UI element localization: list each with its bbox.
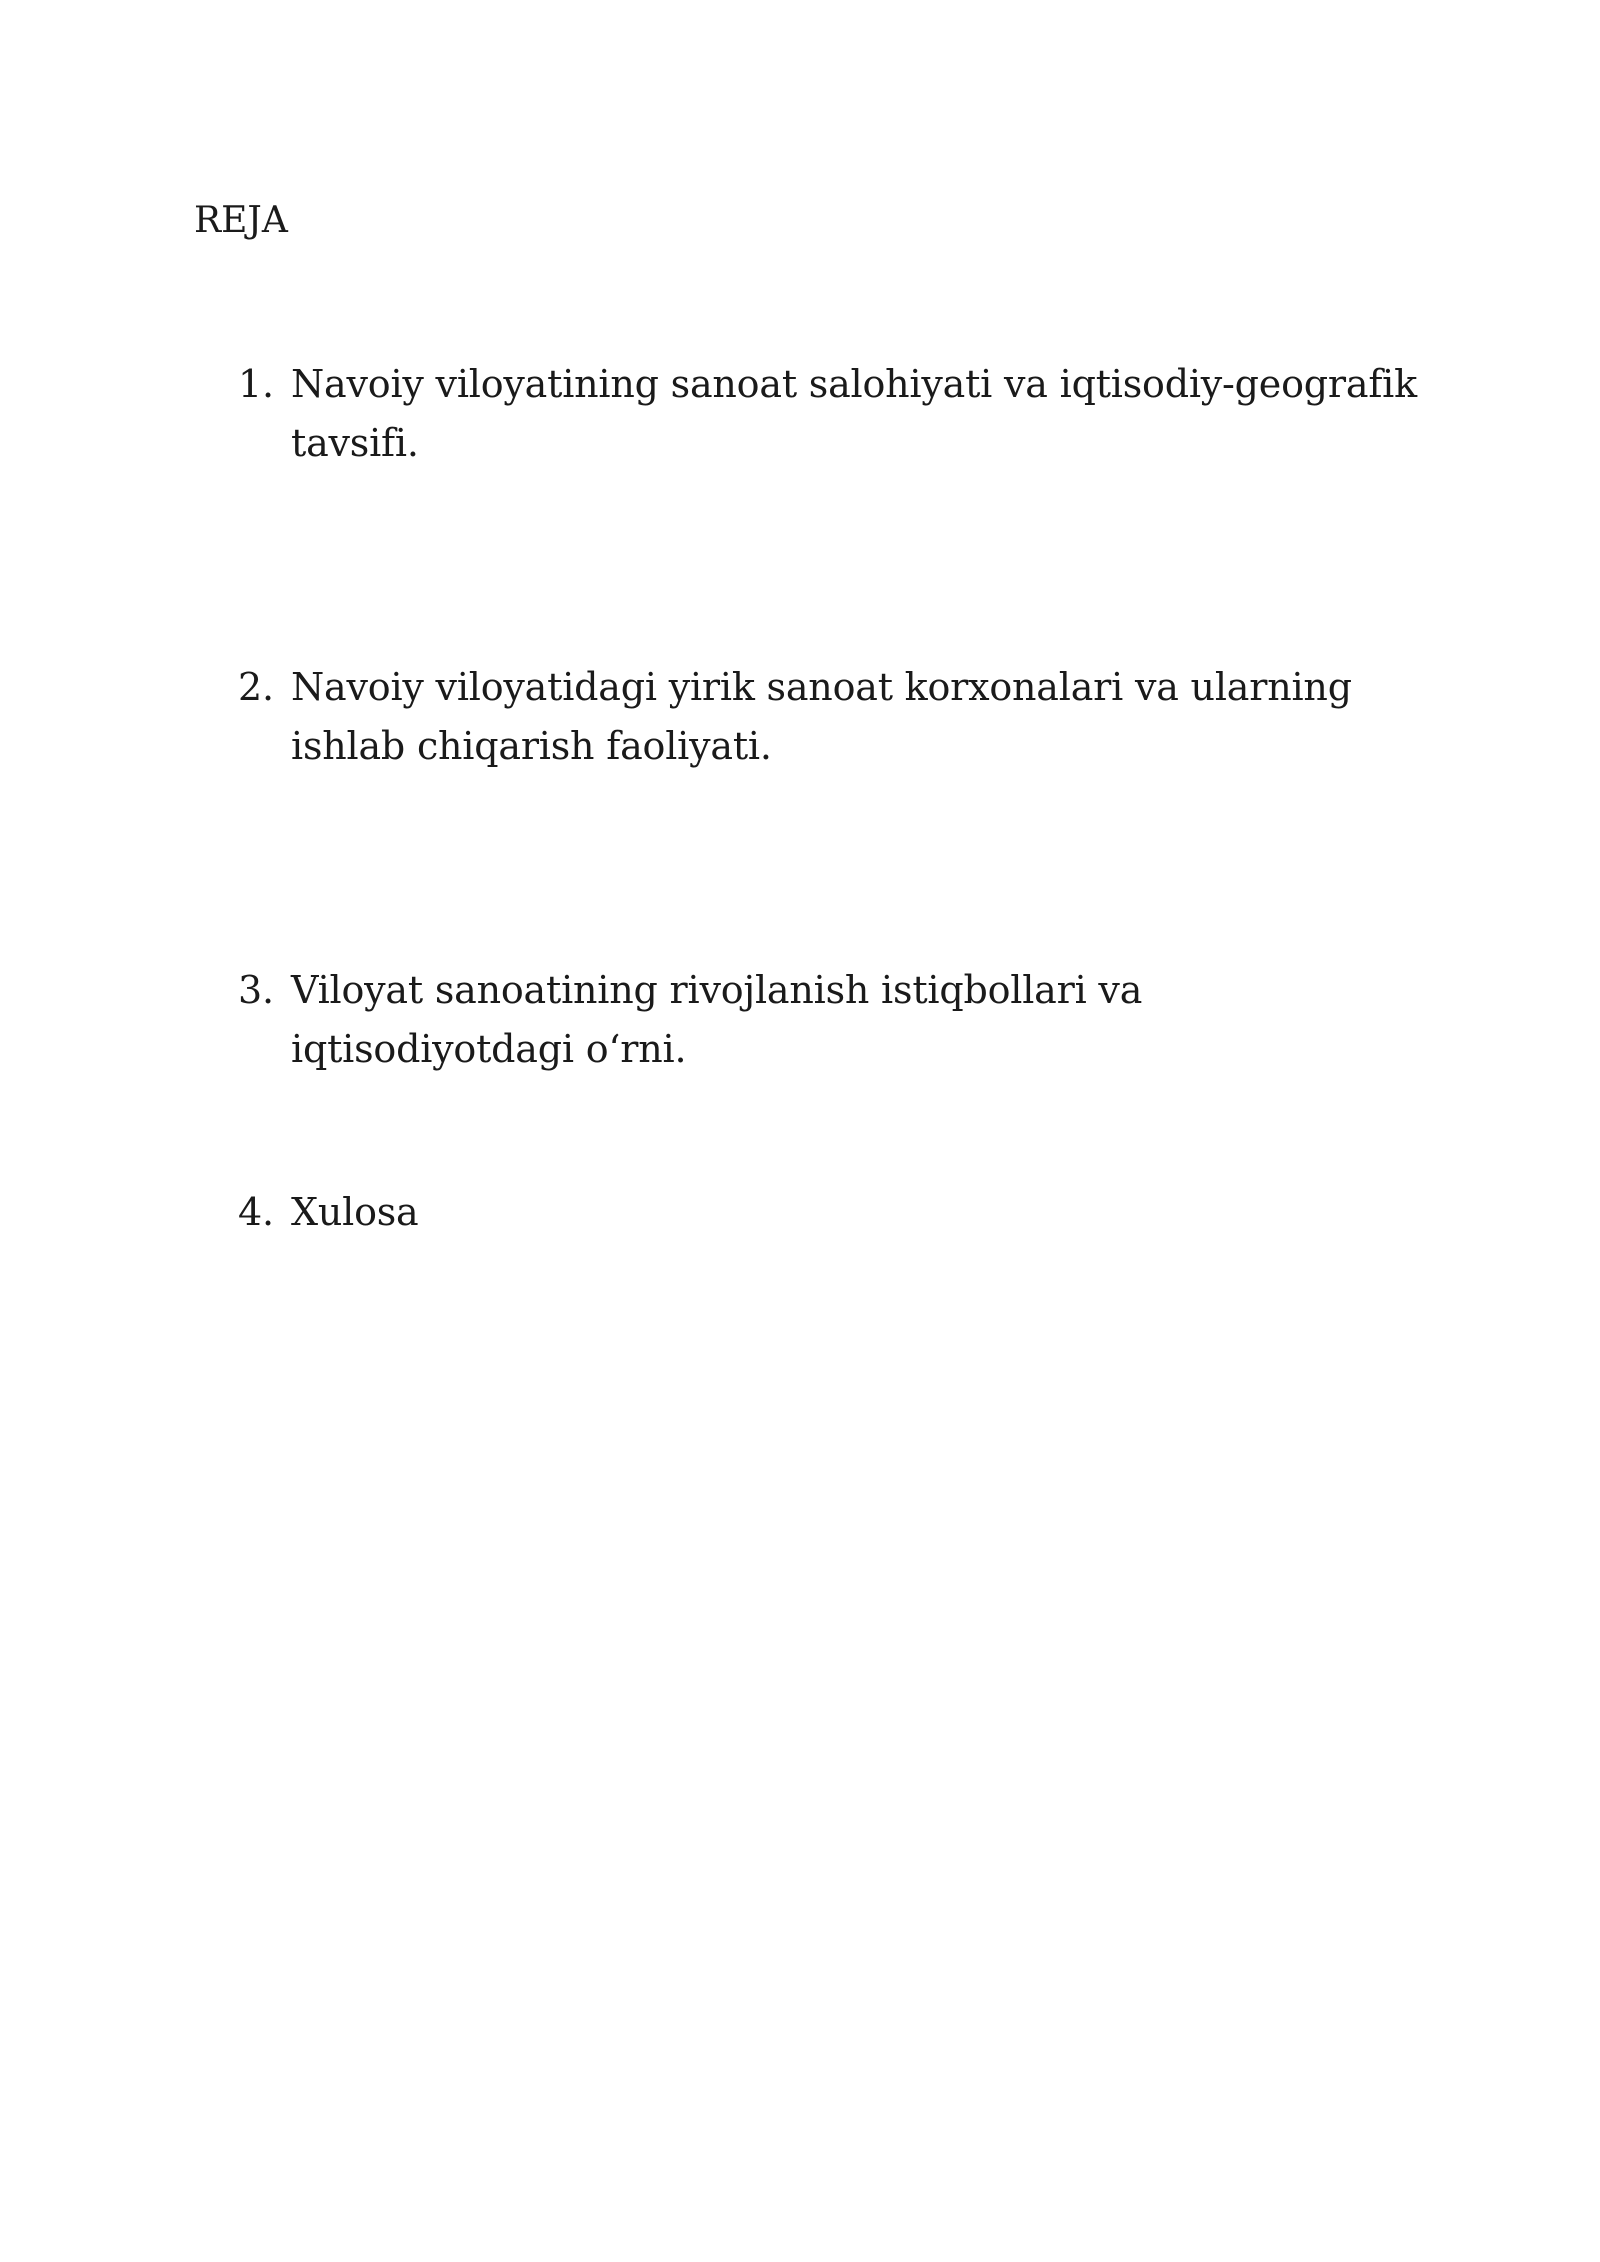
plan-item-4 xyxy=(238,1183,1418,1242)
plan-item-text: Navoiy viloyatining sanoat salohiyati va iqtisodiy-geografik tavsifi. xyxy=(291,362,1417,465)
plan-item-1 xyxy=(238,355,1418,473)
plan-item-2 xyxy=(238,658,1418,776)
plan-item-text: Xulosa xyxy=(291,1190,419,1234)
plan-item-text: Navoiy viloyatidagi yirik sanoat korxonalari va ularning ishlab chiqarish faoliyati. xyxy=(291,665,1352,768)
plan-item-number: 1. xyxy=(238,362,274,406)
page-title: REJA xyxy=(194,200,288,241)
plan-item-number: 3. xyxy=(238,968,274,1012)
plan-item-text: Viloyat sanoatining rivojlanish istiqbollari va iqtisodiyotdagi o‘rni. xyxy=(291,968,1143,1071)
plan-item-number: 2. xyxy=(238,665,274,709)
plan-item-number: 4. xyxy=(238,1190,274,1234)
plan-item-3 xyxy=(238,961,1418,1079)
